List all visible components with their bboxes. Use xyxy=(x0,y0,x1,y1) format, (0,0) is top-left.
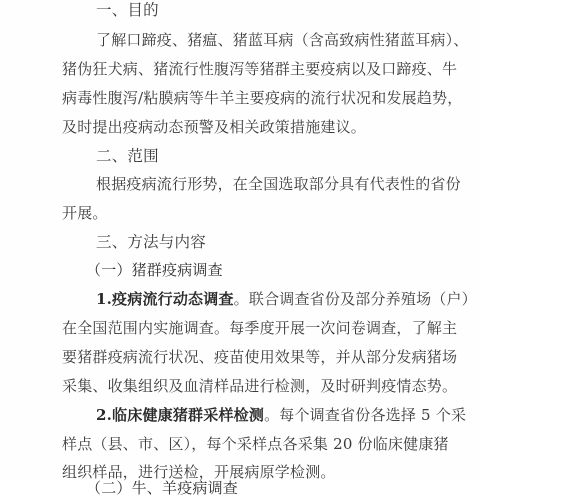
item1-line-3: 要猪群疫病流行状况、疫苗使用效果等，并从部分发病猪场 xyxy=(62,348,458,366)
item2-line-3: 组织样品，进行送检，开展病原学检测。 xyxy=(62,463,336,481)
purpose-line-2: 猪伪狂犬病、猪流行性腹泻等猪群主要疫病以及口蹄疫、牛 xyxy=(62,60,458,78)
scope-line-2: 开展。 xyxy=(62,204,108,222)
section-heading-purpose: 一、目的 xyxy=(96,1,159,19)
subheading-pig-disease-survey: （一）猪群疫病调查 xyxy=(86,261,223,279)
purpose-line-1: 了解口蹄疫、猪瘟、猪蓝耳病（含高致病性猪蓝耳病）、 xyxy=(96,31,469,49)
purpose-line-4: 及时提出疫病动态预警及相关政策措施建议。 xyxy=(62,118,367,136)
item1-title: 1.疫病流行动态调查 xyxy=(96,290,234,308)
section-heading-methods: 三、方法与内容 xyxy=(96,233,206,251)
item1-line-2: 在全国范围内实施调查。每季度开展一次问卷调查，了解主 xyxy=(62,319,458,337)
scope-line-1: 根据疫病流行形势，在全国选取部分具有代表性的省份 xyxy=(96,175,461,193)
item2-line-2: 样点（县、市、区），每个采样点各采集 20 份临床健康猪 xyxy=(62,435,449,453)
item1-text-1: 。联合调查省份及部分养殖场（户） xyxy=(233,290,477,308)
item2-title: 2.临床健康猪群采样检测 xyxy=(96,406,265,424)
item2-text-1: 。每个调查省份各选择 5 个采 xyxy=(264,406,467,424)
item2-line-1 xyxy=(96,405,576,425)
item1-line-4: 采集、收集组织及血清样品进行检测，及时研判疫情态势。 xyxy=(62,377,458,395)
item1-line-1 xyxy=(96,289,576,309)
purpose-line-3: 病毒性腹泻/粘膜病等牛羊主要疫病的流行状况和发展趋势， xyxy=(62,89,463,107)
section-heading-scope: 二、范围 xyxy=(96,147,159,165)
subheading-cattle-sheep-survey: （二）牛、羊疫病调查 xyxy=(86,479,239,497)
